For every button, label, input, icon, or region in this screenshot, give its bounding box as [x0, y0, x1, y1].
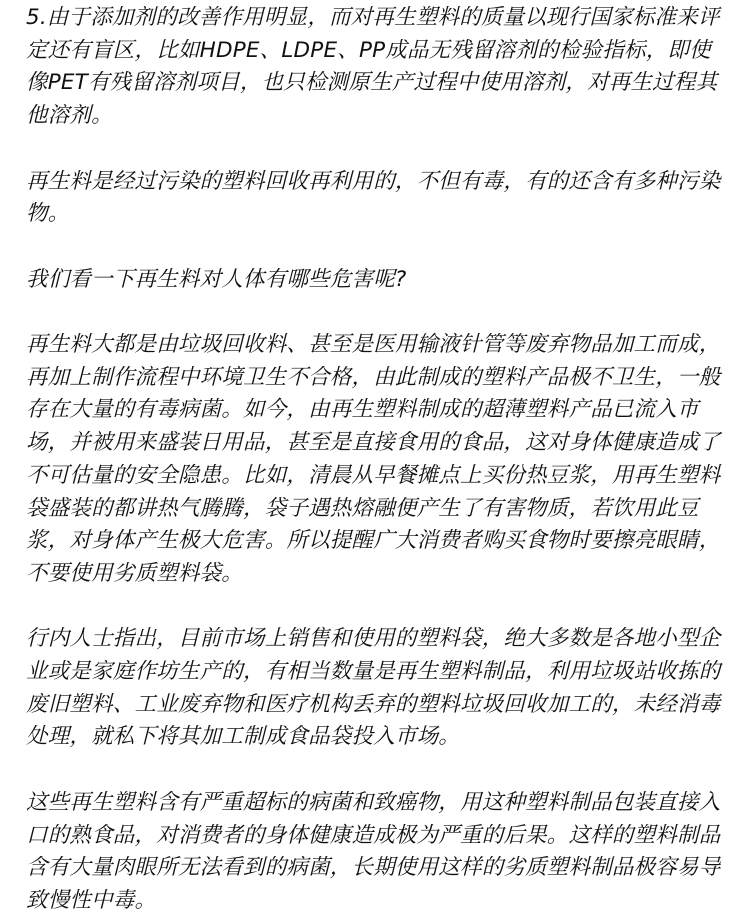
- paragraph-pathogens-carcinogens: 这些再生塑料含有严重超标的病菌和致癌物，用这种塑料制品包装直接入口的熟食品，对消费者的身体健康造成极为严重的后果。这样的塑料制品含有大量肉眼所无法看到的病菌，长期使用这样的劣质塑料制品极容易导致慢性中毒。: [26, 789, 721, 913]
- paragraph-industry-insiders: 行内人士指出，目前市场上销售和使用的塑料袋，绝大多数是各地小型企业或是家庭作坊生产的，有相当数量是再生塑料制品，利用垃圾站收拣的废旧塑料、工业废弃物和医疗机构丢弃的塑料垃圾回收加工的，未经消毒处理，就私下将其加工制成食品袋投入市场。: [26, 626, 721, 750]
- paragraph-recycled-material-toxic: 再生料是经过污染的塑料回收再利用的，不但有毒，有的还含有多种污染物。: [26, 168, 721, 227]
- paragraph-recycled-sources-hazards: 再生料大都是由垃圾回收料、甚至是医用输液针管等废弃物品加工而成，再加上制作流程中环境卫生不合格，由此制成的塑料产品极不卫生，一般存在大量的有毒病菌。如今，由再生塑料制成的超薄塑料产品已流入市场，并被用来盛装日用品，甚至是直接食用的食品，这对身体健康造成了不可估量的安全隐患。比如，清晨从早餐摊点上买份热豆浆，用再生塑料袋盛装的都讲热气腾腾，袋子遇热熔融便产生了有害物质，若饮用此豆浆，对身体产生极大危害。所以提醒广大消费者购买食物时要擦亮眼睛，不要使用劣质塑料袋。: [26, 331, 721, 586]
- paragraph-question-harm: 我们看一下再生料对人体有哪些危害呢?: [26, 266, 407, 292]
- paragraph-additive-standards: 5.由于添加剂的改善作用明显，而对再生塑料的质量以现行国家标准来评定还有盲区，比如HDPE、LDPE、PP成品无残留溶剂的检验指标，即使像PET有残留溶剂项目，也只检测原生产过程中使用溶剂，对再生过程其他溶剂。: [26, 5, 720, 129]
